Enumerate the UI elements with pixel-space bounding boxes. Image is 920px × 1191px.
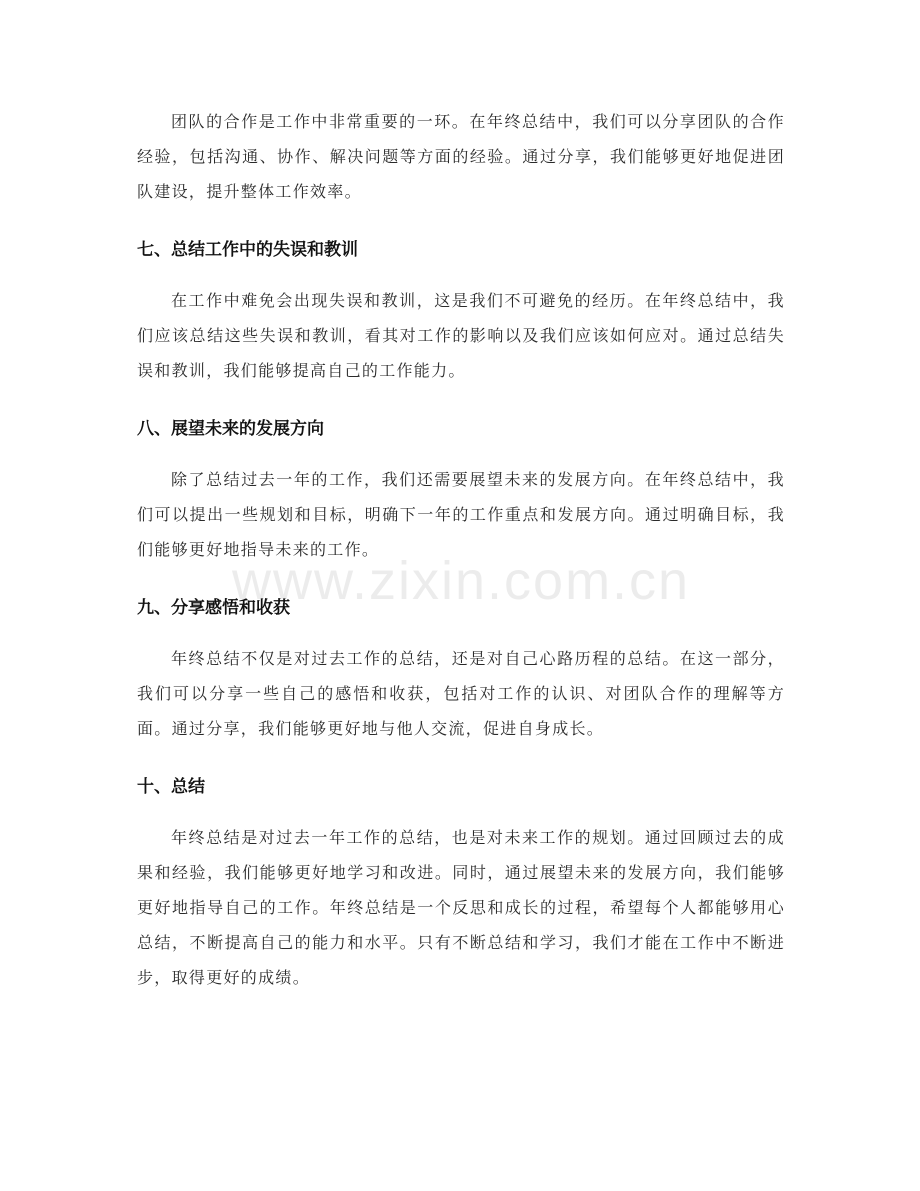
- section-heading-7: 七、总结工作中的失误和教训: [137, 240, 358, 260]
- section-body-7: 在工作中难免会出现失误和教训，这是我们不可避免的经历。在年终总结中，我们应该总结这些失误和教训，看其对工作的影响以及我们应该如何应对。通过总结失误和教训，我们能够提高自己的工作能力。: [137, 291, 785, 380]
- section-body-10: 年终总结是对过去一年工作的总结，也是对未来工作的规划。通过回顾过去的成果和经验，我们能够更好地学习和改进。同时，通过展望未来的发展方向，我们能够更好地指导自己的工作。年终总结是一个反思和成长的过程，希望每个人都能够用心总结，不断提高自己的能力和水平。只有不断总结和学习，我们才能在工作中不断进步，取得更好的成绩。: [137, 828, 785, 987]
- intro-paragraph: 团队的合作是工作中非常重要的一环。在年终总结中，我们可以分享团队的合作经验，包括沟通、协作、解决问题等方面的经验。通过分享，我们能够更好地促进团队建设，提升整体工作效率。: [137, 112, 785, 201]
- section-heading-10: 十、总结: [137, 777, 205, 797]
- section-heading-9: 九、分享感悟和收获: [137, 598, 290, 618]
- document-page: [137, 104, 785, 995]
- section-body-9: 年终总结不仅是对过去工作的总结，还是对自己心路历程的总结。在这一部分，我们可以分享一些自己的感悟和收获，包括对工作的认识、对团队合作的理解等方面。通过分享，我们能够更好地与他人交流，促进自身成长。: [137, 649, 785, 738]
- section-body-8: 除了总结过去一年的工作，我们还需要展望未来的发展方向。在年终总结中，我们可以提出一些规划和目标，明确下一年的工作重点和发展方向。通过明确目标，我们能够更好地指导未来的工作。: [137, 470, 785, 559]
- section-heading-8: 八、展望未来的发展方向: [137, 419, 324, 439]
- watermark: www.zixin.com.cn: [232, 551, 691, 611]
